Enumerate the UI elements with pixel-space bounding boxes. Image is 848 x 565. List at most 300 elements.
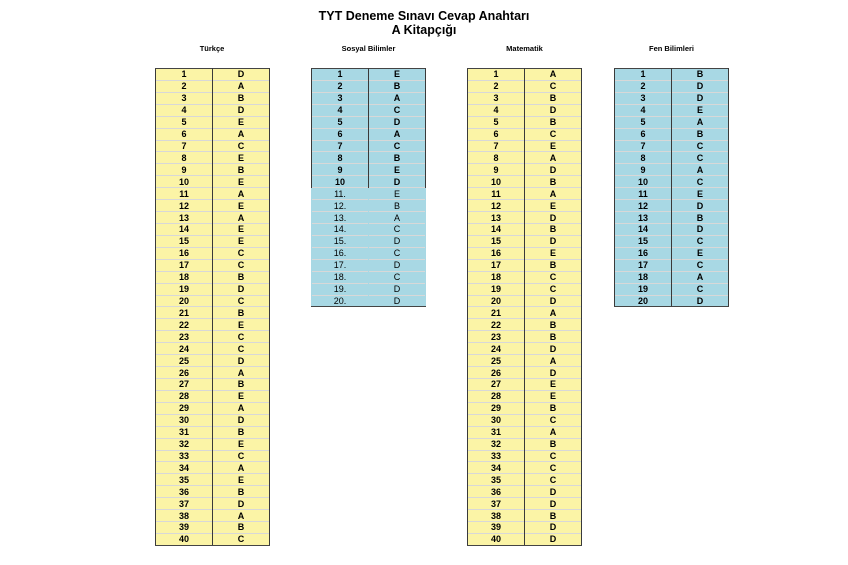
answer-letter: D	[672, 223, 729, 235]
answer-row	[615, 152, 729, 164]
question-number: 16	[615, 247, 672, 259]
answer-letter: E	[525, 390, 582, 402]
answer-letter: C	[213, 331, 270, 343]
question-number: 29	[156, 402, 213, 414]
answer-letter: B	[213, 271, 270, 283]
answer-letter: E	[369, 69, 426, 81]
answer-letter: B	[525, 116, 582, 128]
answer-letter: C	[672, 152, 729, 164]
question-number: 10	[156, 176, 213, 188]
question-number: 14.	[312, 223, 369, 235]
question-number: 13.	[312, 212, 369, 224]
answer-letter: C	[369, 247, 426, 259]
answer-row	[156, 92, 270, 104]
question-number: 17.	[312, 259, 369, 271]
answer-letter: B	[213, 164, 270, 176]
answer-row	[312, 271, 426, 283]
answer-letter: C	[525, 450, 582, 462]
header-matematik: Matematik	[506, 44, 543, 53]
answer-letter: C	[525, 80, 582, 92]
answer-row	[156, 188, 270, 200]
answer-row	[312, 128, 426, 140]
answer-row	[312, 200, 426, 212]
answer-row	[468, 438, 582, 450]
answer-letter: D	[213, 355, 270, 367]
answer-row	[156, 164, 270, 176]
answer-letter: E	[369, 188, 426, 200]
answer-letter: D	[369, 235, 426, 247]
answer-letter: D	[672, 80, 729, 92]
answer-letter: A	[213, 367, 270, 379]
answer-letter: C	[672, 259, 729, 271]
question-number: 14	[468, 223, 525, 235]
answer-letter: E	[672, 188, 729, 200]
question-number: 11.	[312, 188, 369, 200]
question-number: 17	[615, 259, 672, 271]
answer-row	[156, 223, 270, 235]
answer-letter: C	[213, 295, 270, 307]
answer-letter: B	[213, 92, 270, 104]
answer-row	[468, 176, 582, 188]
question-number: 15.	[312, 235, 369, 247]
answer-row	[156, 378, 270, 390]
answer-row	[615, 212, 729, 224]
answer-row	[156, 176, 270, 188]
answer-row	[468, 116, 582, 128]
answer-row	[615, 200, 729, 212]
answer-letter: B	[525, 92, 582, 104]
answer-row	[156, 259, 270, 271]
answer-row	[468, 92, 582, 104]
answer-letter: A	[525, 69, 582, 81]
answer-letter: D	[525, 367, 582, 379]
answer-row	[468, 450, 582, 462]
answer-row	[156, 319, 270, 331]
question-number: 32	[468, 438, 525, 450]
question-number: 9	[468, 164, 525, 176]
answer-row	[468, 390, 582, 402]
question-number: 4	[468, 104, 525, 116]
answer-row	[468, 247, 582, 259]
question-number: 20	[156, 295, 213, 307]
answer-letter: D	[369, 283, 426, 295]
question-number: 23	[468, 331, 525, 343]
answer-row	[615, 188, 729, 200]
answer-letter: B	[213, 486, 270, 498]
answer-row	[156, 438, 270, 450]
answer-letter: D	[525, 522, 582, 534]
answer-row	[468, 140, 582, 152]
answer-row	[468, 80, 582, 92]
answer-letter: B	[525, 402, 582, 414]
answer-letter: E	[213, 223, 270, 235]
answer-letter: B	[213, 426, 270, 438]
question-number: 1	[615, 69, 672, 81]
answer-letter: D	[672, 92, 729, 104]
answer-letter: C	[213, 259, 270, 271]
question-number: 20	[615, 295, 672, 307]
answer-letter: D	[672, 200, 729, 212]
answer-row	[312, 104, 426, 116]
answer-row	[615, 80, 729, 92]
question-number: 26	[468, 367, 525, 379]
answer-row	[468, 104, 582, 116]
question-number: 13	[468, 212, 525, 224]
question-number: 39	[468, 522, 525, 534]
answer-letter: C	[213, 343, 270, 355]
question-number: 3	[468, 92, 525, 104]
question-number: 14	[615, 223, 672, 235]
question-number: 16	[468, 247, 525, 259]
question-number: 40	[156, 533, 213, 545]
answer-letter: D	[525, 212, 582, 224]
answer-letter: B	[369, 80, 426, 92]
answer-row	[312, 176, 426, 188]
question-number: 13	[156, 212, 213, 224]
answer-letter: C	[213, 533, 270, 545]
answer-row	[468, 235, 582, 247]
answer-row	[468, 486, 582, 498]
answer-letter: C	[369, 223, 426, 235]
header-sosyal-bilimler: Sosyal Bilimler	[341, 44, 396, 53]
answer-row	[615, 69, 729, 81]
question-number: 21	[156, 307, 213, 319]
answer-row	[156, 355, 270, 367]
answer-row	[615, 128, 729, 140]
question-number: 25	[156, 355, 213, 367]
answer-letter: D	[525, 164, 582, 176]
question-number: 13	[615, 212, 672, 224]
question-number: 11	[468, 188, 525, 200]
answer-row	[156, 104, 270, 116]
answer-row	[156, 247, 270, 259]
question-number: 17	[156, 259, 213, 271]
answer-row	[468, 355, 582, 367]
question-number: 2	[156, 80, 213, 92]
answer-letter: E	[213, 176, 270, 188]
answer-letter: C	[369, 140, 426, 152]
answer-row	[312, 152, 426, 164]
answer-letter: E	[525, 200, 582, 212]
answer-letter: D	[369, 259, 426, 271]
answer-row	[468, 414, 582, 426]
question-number: 6	[468, 128, 525, 140]
answer-letter: D	[369, 176, 426, 188]
answer-letter: B	[213, 522, 270, 534]
answer-letter: E	[213, 438, 270, 450]
answer-letter: E	[213, 200, 270, 212]
answer-row	[468, 522, 582, 534]
question-number: 32	[156, 438, 213, 450]
question-number: 12	[156, 200, 213, 212]
question-number: 12	[615, 200, 672, 212]
question-number: 9	[156, 164, 213, 176]
answer-letter: C	[525, 128, 582, 140]
question-number: 29	[468, 402, 525, 414]
answer-row	[615, 283, 729, 295]
question-number: 19	[468, 283, 525, 295]
question-number: 3	[156, 92, 213, 104]
answer-letter: A	[213, 462, 270, 474]
answer-row	[468, 533, 582, 545]
question-number: 10	[312, 176, 369, 188]
answer-row	[615, 116, 729, 128]
answer-row	[468, 498, 582, 510]
answer-letter: B	[672, 212, 729, 224]
question-number: 18	[468, 271, 525, 283]
answer-row	[468, 271, 582, 283]
question-number: 12	[468, 200, 525, 212]
answer-letter: A	[213, 80, 270, 92]
answer-row	[156, 426, 270, 438]
answer-letter: C	[525, 414, 582, 426]
answer-table-matematik	[467, 68, 582, 546]
question-number: 10	[615, 176, 672, 188]
answer-letter: C	[672, 283, 729, 295]
question-number: 33	[156, 450, 213, 462]
question-number: 24	[468, 343, 525, 355]
answer-row	[312, 295, 426, 307]
answer-letter: A	[525, 152, 582, 164]
answer-row	[468, 223, 582, 235]
question-number: 5	[615, 116, 672, 128]
answer-row	[156, 486, 270, 498]
question-number: 31	[156, 426, 213, 438]
question-number: 8	[615, 152, 672, 164]
answer-row	[156, 200, 270, 212]
question-number: 23	[156, 331, 213, 343]
answer-row	[468, 426, 582, 438]
answer-row	[468, 510, 582, 522]
question-number: 2	[615, 80, 672, 92]
header-turkce: Türkçe	[199, 44, 225, 53]
question-number: 5	[156, 116, 213, 128]
answer-row	[468, 378, 582, 390]
answer-letter: A	[213, 510, 270, 522]
answer-letter: E	[213, 319, 270, 331]
question-number: 24	[156, 343, 213, 355]
header-fen-bilimleri: Fen Bilimleri	[648, 44, 694, 53]
question-number: 8	[156, 152, 213, 164]
answer-row	[468, 259, 582, 271]
question-number: 34	[468, 462, 525, 474]
question-number: 37	[156, 498, 213, 510]
answer-row	[615, 92, 729, 104]
answer-row	[615, 235, 729, 247]
answer-row	[468, 164, 582, 176]
answer-row	[156, 283, 270, 295]
answer-row	[615, 295, 729, 307]
answer-letter: A	[369, 92, 426, 104]
question-number: 7	[615, 140, 672, 152]
answer-row	[156, 450, 270, 462]
question-number: 7	[468, 140, 525, 152]
answer-row	[156, 343, 270, 355]
answer-letter: C	[672, 235, 729, 247]
question-number: 37	[468, 498, 525, 510]
answer-row	[312, 69, 426, 81]
answer-row	[615, 104, 729, 116]
answer-letter: E	[672, 104, 729, 116]
answer-letter: C	[213, 140, 270, 152]
answer-letter: C	[369, 271, 426, 283]
answer-row	[156, 235, 270, 247]
question-number: 22	[468, 319, 525, 331]
question-number: 20.	[312, 295, 369, 307]
question-number: 31	[468, 426, 525, 438]
answer-row	[312, 80, 426, 92]
answer-row	[156, 533, 270, 545]
answer-letter: D	[525, 533, 582, 545]
answer-letter: E	[213, 474, 270, 486]
answer-row	[615, 176, 729, 188]
question-number: 35	[468, 474, 525, 486]
answer-letter: B	[525, 223, 582, 235]
question-number: 12.	[312, 200, 369, 212]
question-number: 11	[615, 188, 672, 200]
answer-row	[312, 259, 426, 271]
page-subtitle: A Kitapçığı	[391, 23, 457, 37]
answer-row	[312, 116, 426, 128]
answer-table-turkce	[155, 68, 270, 546]
question-number: 36	[156, 486, 213, 498]
answer-row	[312, 223, 426, 235]
answer-letter: B	[525, 438, 582, 450]
question-number: 4	[156, 104, 213, 116]
answer-row	[615, 247, 729, 259]
answer-letter: A	[213, 188, 270, 200]
answer-row	[468, 295, 582, 307]
question-number: 19	[156, 283, 213, 295]
answer-row	[156, 498, 270, 510]
question-number: 15	[615, 235, 672, 247]
question-number: 18	[615, 271, 672, 283]
answer-letter: A	[525, 426, 582, 438]
question-number: 15	[468, 235, 525, 247]
question-number: 17	[468, 259, 525, 271]
answer-row	[156, 510, 270, 522]
page-title: TYT Deneme Sınavı Cevap Anahtarı	[318, 9, 530, 23]
answer-row	[468, 69, 582, 81]
answer-row	[468, 343, 582, 355]
answer-row	[156, 271, 270, 283]
question-number: 20	[468, 295, 525, 307]
answer-row	[468, 367, 582, 379]
answer-letter: D	[213, 69, 270, 81]
answer-letter: D	[213, 498, 270, 510]
answer-row	[468, 474, 582, 486]
answer-letter: C	[525, 283, 582, 295]
question-number: 30	[156, 414, 213, 426]
answer-row	[156, 331, 270, 343]
answer-row	[468, 128, 582, 140]
answer-row	[156, 414, 270, 426]
question-number: 35	[156, 474, 213, 486]
question-number: 19	[615, 283, 672, 295]
answer-table-fen-bilimleri	[614, 68, 729, 307]
question-number: 15	[156, 235, 213, 247]
answer-letter: B	[369, 200, 426, 212]
answer-row	[468, 331, 582, 343]
answer-letter: A	[525, 307, 582, 319]
answer-letter: A	[213, 402, 270, 414]
answer-letter: D	[525, 295, 582, 307]
answer-letter: B	[525, 176, 582, 188]
answer-letter: E	[213, 152, 270, 164]
question-number: 28	[156, 390, 213, 402]
answer-letter: B	[525, 510, 582, 522]
answer-row	[156, 367, 270, 379]
answer-letter: C	[213, 450, 270, 462]
question-number: 1	[468, 69, 525, 81]
question-number: 25	[468, 355, 525, 367]
answer-letter: C	[525, 474, 582, 486]
answer-letter: D	[525, 343, 582, 355]
answer-row	[312, 235, 426, 247]
question-number: 14	[156, 223, 213, 235]
question-number: 1	[312, 69, 369, 81]
answer-letter: D	[525, 498, 582, 510]
answer-letter: E	[213, 390, 270, 402]
question-number: 7	[156, 140, 213, 152]
question-number: 5	[468, 116, 525, 128]
answer-row	[468, 402, 582, 414]
question-number: 1	[156, 69, 213, 81]
question-number: 16	[156, 247, 213, 259]
answer-row	[312, 140, 426, 152]
question-number: 5	[312, 116, 369, 128]
answer-row	[615, 164, 729, 176]
answer-row	[468, 283, 582, 295]
question-number: 34	[156, 462, 213, 474]
question-number: 18	[156, 271, 213, 283]
answer-row	[156, 152, 270, 164]
question-number: 10	[468, 176, 525, 188]
answer-letter: A	[213, 212, 270, 224]
answer-letter: B	[672, 69, 729, 81]
answer-row	[156, 212, 270, 224]
answer-letter: C	[525, 462, 582, 474]
question-number: 27	[468, 378, 525, 390]
answer-letter: D	[213, 104, 270, 116]
answer-letter: B	[672, 128, 729, 140]
answer-letter: C	[213, 247, 270, 259]
answer-letter: B	[213, 307, 270, 319]
answer-row	[615, 140, 729, 152]
answer-row	[156, 522, 270, 534]
answer-row	[312, 92, 426, 104]
answer-letter: C	[672, 176, 729, 188]
question-number: 19.	[312, 283, 369, 295]
question-number: 3	[615, 92, 672, 104]
answer-letter: D	[525, 235, 582, 247]
answer-row	[156, 69, 270, 81]
question-number: 27	[156, 378, 213, 390]
answer-row	[468, 212, 582, 224]
answer-row	[468, 319, 582, 331]
answer-table-sosyal-bilimler	[311, 68, 426, 307]
answer-letter: A	[672, 271, 729, 283]
question-number: 4	[615, 104, 672, 116]
question-number: 22	[156, 319, 213, 331]
question-number: 8	[468, 152, 525, 164]
answer-letter: D	[213, 283, 270, 295]
answer-letter: B	[369, 152, 426, 164]
question-number: 4	[312, 104, 369, 116]
answer-letter: A	[525, 355, 582, 367]
answer-letter: A	[369, 212, 426, 224]
answer-letter: D	[369, 116, 426, 128]
